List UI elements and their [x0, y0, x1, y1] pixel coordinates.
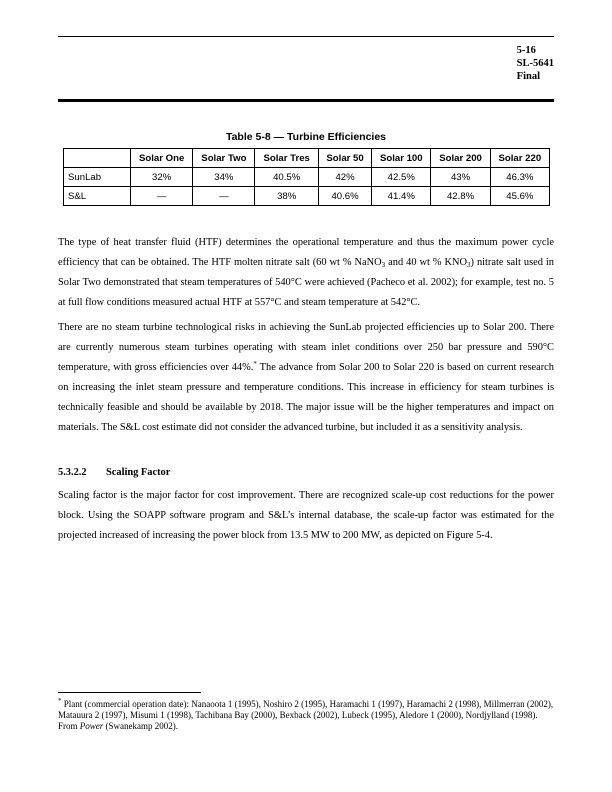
table-row — [64, 168, 550, 187]
table-header-cell: Solar 200 — [431, 149, 490, 168]
table-header-cell: Solar 100 — [372, 149, 431, 168]
report-id: SL-5641 — [516, 58, 554, 69]
footnote — [58, 699, 554, 732]
table-header-cell: Solar 50 — [318, 149, 371, 168]
paragraph-text: The advance from Solar 200 to Solar 220 is based on current research on increasing the inlet steam pressure and temperature conditions. This increase in efficiency for steam turbines is technically feasible and should be available by 2018. The major issue will be the higher temperatures and impact on materials. The S&L cost estimate did not consider the advanced turbine, but included it as a sensitivity analysis. — [58, 362, 554, 433]
table-header-cell: Solar Two — [193, 149, 255, 168]
paragraph-scaling-factor: Scaling factor is the major factor for cost improvement. There are recognized scale-up cost reductions for the power block. Using the SOAPP software program and S&L’s internal database, the scale-up factor was estimated for the projected increased of increasing the power block from 13.5 MW to 200 MW, as depicted on Figure 5-4. — [58, 490, 554, 541]
footnote-text: Plant (commercial operation date): Nanaoota 1 (1995), Noshiro 2 (1995), Haramachi 1 (1997), Haramachi 2 (1998), Millmerran (2002), Matauura 2 (1997), Misumi 1 (1998), Tachibana Bay (2000), Bexback (2002), Lubeck (1995), Aledore 1 (2000), Nordjylland (1998). From — [58, 699, 554, 731]
table-header-cell: Solar 220 — [490, 149, 549, 168]
page-header — [517, 44, 554, 83]
subscript: 3 — [467, 261, 471, 269]
footnote-mark: * — [58, 697, 62, 705]
table-header-row — [64, 149, 550, 168]
paragraph-text: The type of heat transfer fluid (HTF) determines the operational temperature and thus the maximum power cycle efficiency that can be obtained. The HTF molten nitrate salt (60 wt % NaNO — [58, 237, 554, 268]
footnote-marker[interactable]: * — [253, 360, 257, 368]
section-title: Scaling Factor — [106, 467, 171, 478]
paragraph-text: ) nitrate salt used in Solar Two demonstrated that steam temperatures of 540°C were achieved (Pacheco et al. 2002); for example, test no. 5 at full flow conditions measured actual HTF at 557°C and steam temperature at 542°C. — [58, 257, 554, 308]
report-status: Final — [516, 71, 540, 82]
header-rule-bottom — [58, 99, 554, 102]
table-row-label: SunLab — [64, 168, 131, 187]
table-header-cell: Solar One — [131, 149, 193, 168]
table-cell: — — [193, 187, 255, 206]
table-header-cell — [64, 149, 131, 168]
footnote-text: (Swanekamp 2002). — [103, 721, 178, 731]
turbine-efficiencies-table — [63, 148, 550, 206]
table-cell: 40.5% — [255, 168, 319, 187]
section-number: 5.3.2.2 — [58, 467, 87, 478]
footnote-rule — [58, 692, 201, 693]
table-row — [64, 187, 550, 206]
table-cell: 42% — [318, 168, 371, 187]
footnote-source-title: Power — [79, 721, 104, 731]
subscript: 3 — [381, 261, 386, 269]
paragraph-text: and 40 wt % KNO — [385, 257, 468, 268]
table-header-cell: Solar Tres — [255, 149, 319, 168]
table-cell: 46.3% — [490, 168, 549, 187]
paragraph-htf — [58, 233, 554, 313]
table-cell: 42.5% — [372, 168, 431, 187]
table-cell: 32% — [131, 168, 193, 187]
table-cell: — — [131, 187, 193, 206]
section-heading — [58, 467, 170, 478]
table-row-label: S&L — [64, 187, 131, 206]
table-title: Table 5-8 — Turbine Efficiencies — [225, 131, 387, 143]
table-cell: 38% — [255, 187, 319, 206]
table-cell: 43% — [431, 168, 490, 187]
table-cell: 41.4% — [372, 187, 431, 206]
table-cell: 34% — [193, 168, 255, 187]
table-cell: 45.6% — [490, 187, 549, 206]
table-cell: 40.6% — [318, 187, 371, 206]
paragraph-text: There are no steam turbine technological risks in achieving the SunLab projected efficiencies up to Solar 200. There are currently numerous steam turbines operating with steam inlet conditions over 250 bar pressure and 590°C temperature, with gross efficiencies over 44%. — [58, 322, 554, 373]
page-number: 5-16 — [516, 45, 536, 56]
paragraph-turbine-risks — [58, 318, 554, 438]
table-cell: 42.8% — [431, 187, 490, 206]
header-rule-top — [58, 36, 554, 37]
